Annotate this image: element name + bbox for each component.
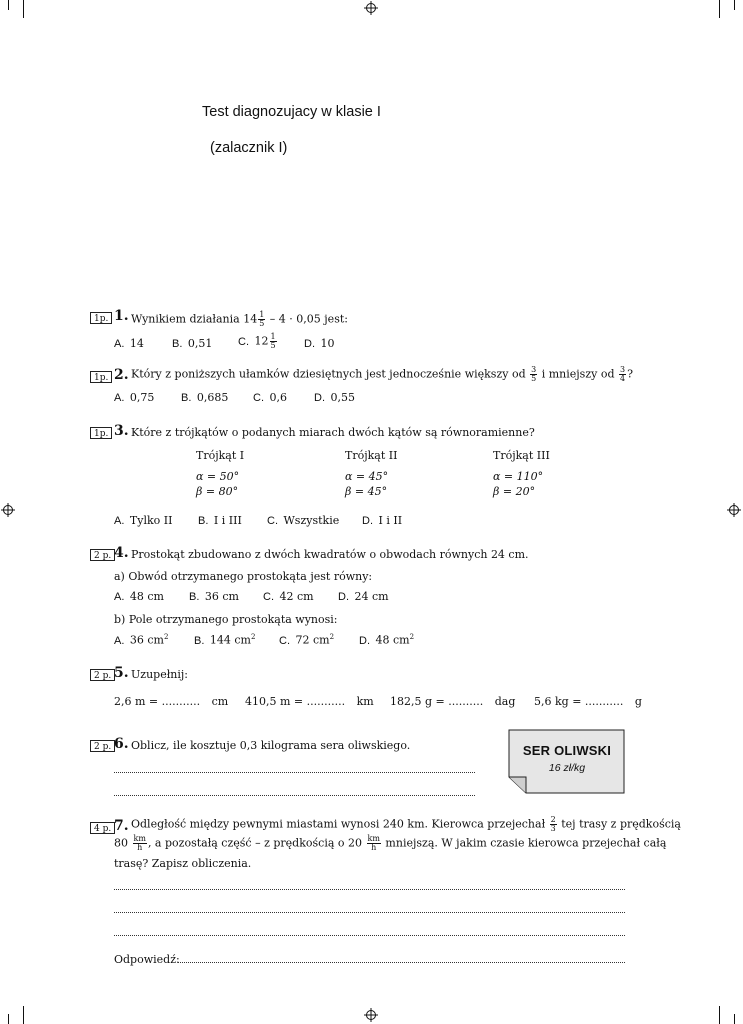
question-text [131, 816, 681, 833]
answer-value: Wszystkie [283, 514, 340, 527]
fraction-numerator: 1 [270, 332, 276, 341]
answer-value: 12 [254, 334, 269, 348]
price-label-price: 16 zł/kg [548, 762, 586, 774]
answer-value: 36 cm [129, 633, 164, 647]
question-text: Oblicz, ile kosztuje 0,3 kilograma sera oliwskiego. [131, 739, 411, 752]
answer-option[interactable] [114, 391, 154, 404]
question-number: 7. [114, 818, 129, 834]
crop-mark [8, 1014, 9, 1024]
triangle-name: Trójkąt III [493, 449, 550, 462]
answer-option[interactable] [194, 633, 255, 647]
registration-mark-icon [364, 1, 378, 15]
crop-mark [8, 0, 9, 10]
fill-in-item[interactable] [390, 695, 515, 708]
fill-in-item[interactable] [534, 695, 642, 708]
answer-value: I i III [213, 514, 242, 527]
fill-in-blank[interactable]: ........... [584, 695, 624, 708]
question-text-part: Wynikiem działania 14 [131, 312, 258, 326]
crop-mark [734, 0, 735, 10]
fill-in-blank[interactable]: .......... [448, 695, 484, 708]
answer-option[interactable] [267, 514, 339, 527]
fill-in-left: 5,6 kg = [534, 695, 585, 708]
fill-in-left: 410,5 m = [245, 695, 307, 708]
answer-option[interactable] [181, 391, 228, 404]
fraction-numerator: 1 [259, 310, 265, 319]
answer-option[interactable] [304, 337, 335, 350]
superscript: 2 [409, 633, 415, 641]
fill-in-unit: cm [208, 695, 229, 708]
points-badge: 2 p. [90, 669, 115, 681]
answer-letter: B. [198, 515, 209, 527]
question-number: 1. [114, 308, 129, 324]
fraction [270, 333, 277, 350]
answer-letter: C. [238, 335, 249, 348]
page-title: Test diagnozujacy w klasie I [202, 104, 381, 120]
question-text: Uzupełnij: [131, 668, 188, 681]
fill-in-unit: km [353, 695, 374, 708]
answer-value: 0,75 [129, 391, 155, 404]
triangle-alpha: α = 50° [196, 470, 240, 483]
fill-in-left: 182,5 g = [390, 695, 449, 708]
fraction [619, 366, 626, 383]
fraction-denominator: 5 [270, 341, 276, 350]
answer-letter: B. [172, 338, 183, 350]
answer-letter: D. [304, 338, 315, 350]
answer-value: 0,6 [269, 391, 287, 404]
superscript: 2 [329, 633, 335, 641]
crop-mark [23, 1006, 24, 1024]
answer-option[interactable] [362, 514, 402, 527]
answer-value: 48 cm [129, 590, 164, 603]
answer-option[interactable] [314, 391, 355, 404]
question-text-part: ? [627, 367, 633, 381]
fraction [550, 816, 557, 833]
registration-mark-icon [1, 503, 15, 517]
answer-letter: A. [114, 634, 125, 647]
question-text: Które z trójkątów o podanych miarach dwóch kątów są równoramienne? [131, 426, 535, 439]
answer-letter: A. [114, 338, 125, 350]
triangle-name: Trójkąt II [345, 449, 398, 462]
answer-value: 10 [320, 337, 335, 350]
answer-option[interactable] [114, 633, 168, 647]
answer-value: Tylko II [129, 514, 173, 527]
question-text-part: Który z poniższych ułamków dziesiętnych jest jednocześnie większy od [131, 367, 530, 381]
fraction-numerator: 3 [531, 365, 537, 374]
triangle-beta: β = 20° [493, 485, 536, 498]
fill-in-unit: dag [491, 695, 516, 708]
fraction-denominator: 5 [531, 374, 537, 383]
answer-value: 14 [129, 337, 144, 350]
answer-letter: A. [114, 392, 125, 404]
answer-line[interactable] [114, 889, 625, 890]
answer-value: 0,685 [196, 391, 229, 404]
answer-value: 36 cm [204, 590, 239, 603]
fraction-numerator: km [133, 834, 146, 843]
answer-letter: A. [114, 591, 125, 603]
fill-in-left: 2,6 m = [114, 695, 162, 708]
fraction-denominator: 4 [620, 374, 626, 383]
answer-line[interactable] [114, 795, 475, 796]
crop-mark [734, 1014, 735, 1024]
answer-value: 24 cm [354, 590, 389, 603]
question-text [131, 311, 348, 328]
answer-option[interactable] [279, 633, 334, 647]
answer-label: Odpowiedź: [114, 953, 180, 966]
answer-value: I i II [378, 514, 403, 527]
points-badge: 1p. [90, 371, 112, 383]
fraction-denominator: h [137, 843, 143, 852]
answer-option[interactable] [359, 633, 414, 647]
answer-value: 0,55 [330, 391, 355, 404]
superscript: 2 [164, 633, 169, 641]
answer-option[interactable] [189, 590, 239, 603]
fill-in-item[interactable] [245, 695, 374, 708]
answer-letter: D. [362, 515, 373, 527]
question-text [114, 835, 666, 852]
answer-option[interactable] [172, 337, 212, 350]
price-label-title: SER OLIWSKI [522, 743, 612, 758]
question-text-part: i mniejszy od [538, 367, 618, 381]
registration-mark-icon [364, 1008, 378, 1022]
unit-fraction [367, 835, 381, 852]
answer-value: 72 cm [295, 633, 330, 647]
answer-option[interactable] [338, 590, 389, 603]
answer-letter: A. [114, 515, 125, 527]
answer-value: 0,51 [187, 337, 213, 350]
answer-letter: C. [279, 634, 290, 647]
fraction-numerator: km [367, 834, 380, 843]
page-subtitle: (zalacznik I) [210, 140, 288, 156]
question-number: 2. [114, 367, 129, 383]
question-number: 3. [114, 423, 129, 439]
points-badge: 2 p. [90, 740, 115, 752]
question-text-part: mniejszą. W jakim czasie kierowca przejechał całą [381, 836, 667, 850]
answer-value: 48 cm [375, 633, 410, 647]
answer-option[interactable] [114, 337, 144, 350]
answer-letter: C. [267, 515, 278, 527]
points-badge: 2 p. [90, 549, 115, 561]
answer-option[interactable] [114, 590, 164, 603]
answer-letter: D. [314, 392, 325, 404]
fraction-denominator: 5 [259, 319, 265, 328]
answer-option[interactable] [198, 514, 242, 527]
answer-letter: B. [194, 634, 205, 647]
question-text-part: Odległość między pewnymi miastami wynosi 240 km. Kierowca przejechał [131, 817, 549, 831]
question-number: 5. [114, 665, 129, 681]
crop-mark [23, 0, 24, 18]
triangle-beta: β = 80° [196, 485, 239, 498]
answer-letter: D. [359, 634, 370, 647]
answer-line[interactable] [114, 912, 625, 913]
points-badge: 4 p. [90, 822, 115, 834]
triangle-beta: β = 45° [345, 485, 388, 498]
triangle-alpha: α = 110° [493, 470, 544, 483]
price-label [508, 729, 626, 795]
answer-option[interactable] [238, 333, 278, 350]
question-text: trasę? Zapisz obliczenia. [114, 857, 252, 870]
points-badge: 1p. [90, 427, 112, 439]
answer-value: 42 cm [279, 590, 314, 603]
fraction-numerator: 3 [620, 365, 626, 374]
answer-line[interactable] [114, 772, 475, 773]
fill-in-unit: g [631, 695, 642, 708]
triangle-name: Trójkąt I [196, 449, 245, 462]
superscript: 2 [251, 633, 256, 641]
answer-letter: D. [338, 591, 349, 603]
answer-value: 144 cm [209, 633, 251, 647]
fill-in-blank[interactable]: ........... [161, 695, 201, 708]
answer-line[interactable] [114, 935, 625, 936]
fill-in-item[interactable] [114, 695, 228, 708]
subquestion-text: a) Obwód otrzymanego prostokąta jest równy: [114, 570, 373, 583]
fraction-denominator: 3 [550, 824, 556, 833]
answer-letter: B. [189, 591, 200, 603]
answer-letter: C. [253, 392, 264, 404]
answer-letter: C. [263, 591, 274, 603]
question-number: 6. [114, 736, 129, 752]
fraction [530, 366, 537, 383]
fraction-numerator: 2 [550, 815, 556, 824]
question-text [131, 366, 633, 383]
question-text-part: – 4 · 0,05 jest: [266, 312, 348, 326]
question-text-part: tej trasy z prędkością [557, 817, 681, 831]
answer-option[interactable] [263, 590, 314, 603]
points-badge: 1p. [90, 312, 112, 324]
crop-mark [719, 1006, 720, 1024]
answer-option[interactable] [253, 391, 287, 404]
registration-mark-icon [727, 503, 741, 517]
subquestion-text: b) Pole otrzymanego prostokąta wynosi: [114, 613, 338, 626]
answer-line[interactable] [178, 962, 625, 963]
fraction-denominator: h [371, 843, 377, 852]
answer-option[interactable] [114, 514, 172, 527]
question-text-part: 80 [114, 836, 132, 850]
question-text-part: , a pozostałą część – z prędkością o 20 [147, 836, 366, 850]
unit-fraction [133, 835, 147, 852]
fraction [258, 311, 265, 328]
answer-letter: B. [181, 392, 192, 404]
question-number: 4. [114, 545, 129, 561]
fill-in-blank[interactable]: ........... [306, 695, 346, 708]
question-text: Prostokąt zbudowano z dwóch kwadratów o obwodach równych 24 cm. [131, 548, 529, 561]
triangle-alpha: α = 45° [345, 470, 389, 483]
crop-mark [719, 0, 720, 18]
